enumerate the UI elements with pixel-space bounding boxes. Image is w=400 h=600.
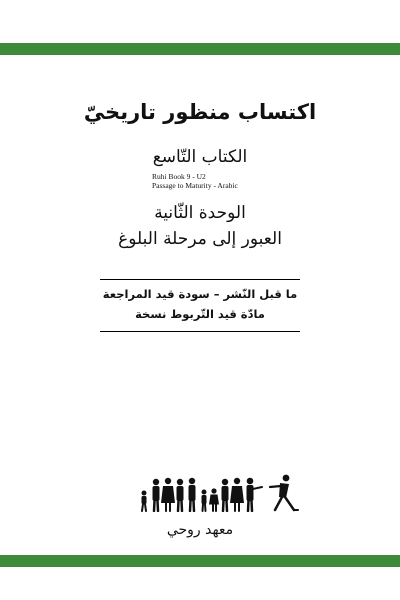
- english-subtitle-line-1: Ruhi Book 9 - U2: [152, 172, 206, 181]
- publisher-name: معهد روحي: [166, 522, 234, 538]
- draft-notice-line-2: مادّة قيد التّربوط نسخة: [135, 307, 265, 321]
- bottom-divider: [100, 331, 300, 332]
- draft-notice-line-1: ما قبل النّشر – سودة قيد المراجعة: [102, 287, 298, 301]
- english-subtitle-line-2: Passage to Maturity - Arabic: [152, 181, 238, 190]
- unit-title: العبور إلى مرحلة البلوغ: [118, 229, 282, 249]
- people-chain-icon: [130, 472, 310, 512]
- book-number-label: الكتاب التّاسع: [152, 147, 248, 167]
- top-green-band: [0, 43, 400, 55]
- bottom-green-band: [0, 555, 400, 567]
- unit-label: الوحدة الثّانية: [154, 203, 246, 223]
- top-divider: [100, 279, 300, 280]
- book-title: اكتساب منظور تاريخيّ: [83, 100, 317, 124]
